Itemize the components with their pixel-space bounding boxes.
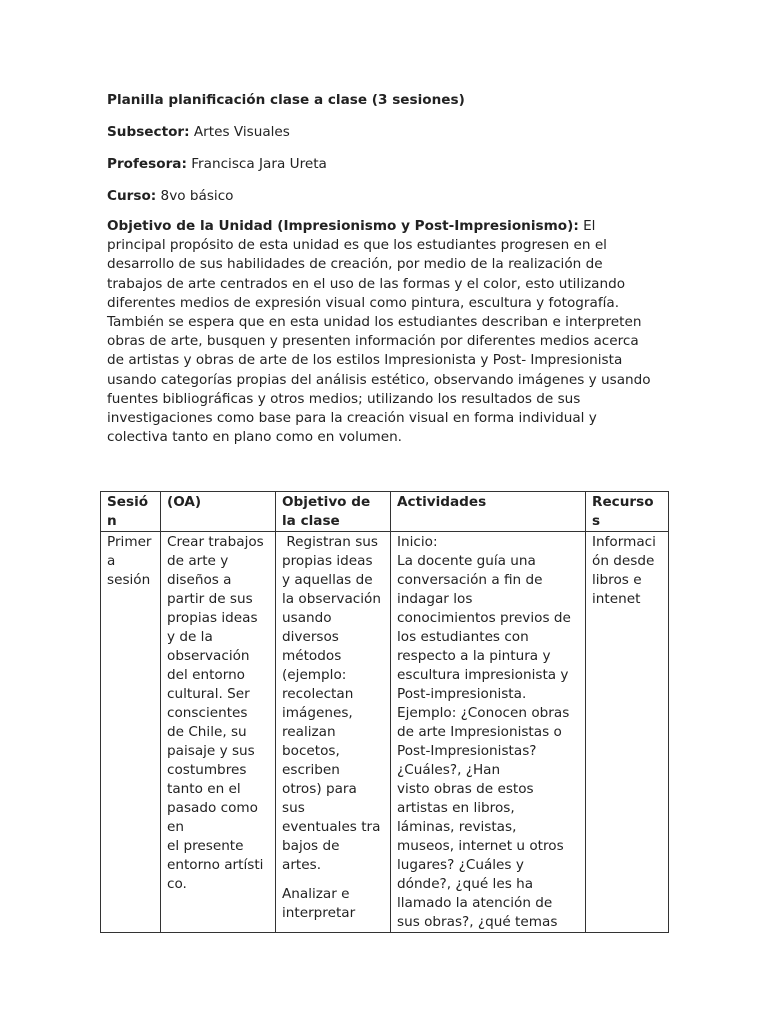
cell-text: interpretar: [282, 905, 356, 921]
cell-text: paisaje y sus: [167, 743, 255, 759]
cell-text: y aquellas de: [282, 572, 373, 588]
table-header-row: [101, 492, 669, 532]
cell-text: recolectan: [282, 686, 354, 702]
header-text: Recurso: [592, 494, 654, 510]
objective-line: También se espera que en esta unidad los estudiantes describan e interpreten: [107, 314, 642, 331]
cell-text: en: [167, 819, 184, 835]
header-objetivo: [276, 492, 391, 532]
header-actividades: [391, 492, 586, 532]
cell-text: conscientes: [167, 705, 248, 721]
cell-objetivo: [276, 532, 391, 933]
cell-text: Post-Impresionistas?: [397, 743, 537, 759]
cell-text: museos, internet u otros: [397, 838, 564, 854]
cell-text: pasado como: [167, 800, 258, 816]
objective-line: diferentes medios de expresión visual como pintura, escultura y fotografía.: [107, 294, 620, 311]
subsector-line: [107, 123, 290, 142]
header-text: Actividades: [397, 494, 487, 510]
header-text: la clase: [282, 513, 340, 529]
cell-text: otros) para: [282, 781, 357, 797]
cell-text: los estudiantes con: [397, 629, 529, 645]
header-recursos: [586, 492, 669, 532]
cell-text: conversación a fin de: [397, 572, 543, 588]
cell-text: entorno artísti: [167, 857, 264, 873]
cell-text: costumbres: [167, 762, 247, 778]
document-title: Planilla planificación clase a clase (3 sesiones): [107, 92, 465, 108]
cell-text: lugares? ¿Cuáles y: [397, 857, 524, 873]
objective-line: usando categorías propias del análisis estético, observando imágenes y usando: [107, 371, 651, 388]
cell-text: propias ideas: [167, 610, 258, 626]
cell-text: partir de sus: [167, 591, 253, 607]
objective-line: obras de arte, busquen y presenten información por diferentes medios acerca: [107, 333, 639, 350]
cell-text: conocimientos previos de: [397, 610, 571, 626]
cell-text: indagar los: [397, 591, 473, 607]
cell-text: y de la: [167, 629, 213, 645]
header-oa: [161, 492, 276, 532]
cell-text: de arte Impresionistas o: [397, 724, 562, 740]
cell-sesion: [101, 532, 161, 933]
cell-text: artistas en libros,: [397, 800, 515, 816]
objective-label: Objetivo de la Unidad (Impresionismo y Post-Impresionismo):: [107, 218, 579, 234]
header-text: s: [592, 513, 601, 529]
cell-text: del entorno: [167, 667, 245, 683]
cell-text: métodos: [282, 648, 342, 664]
cell-text: Registran sus: [282, 534, 378, 550]
header-text: (OA): [167, 494, 202, 510]
curso-label: Curso:: [107, 188, 157, 204]
objective-line: trabajos de arte centrados en el uso de las formas y el color, esto utilizando: [107, 275, 626, 292]
planning-table: [100, 491, 669, 933]
cell-text: dónde?, ¿qué les ha: [397, 876, 534, 892]
cell-text: imágenes,: [282, 705, 353, 721]
objective-line: de artistas y obras de arte de los estilos Impresionista y Post- Impresionista: [107, 352, 623, 369]
table-row: [101, 532, 669, 933]
cell-text: observación: [167, 648, 250, 664]
cell-text: tanto en el: [167, 781, 241, 797]
cell-text: artes.: [282, 857, 322, 873]
cell-text: Post-impresionista.: [397, 686, 527, 702]
cell-text: escultura impresionista y: [397, 667, 569, 683]
cell-text: de Chile, su: [167, 724, 247, 740]
cell-text: bajos de: [282, 838, 340, 854]
cell-text: la observación: [282, 591, 381, 607]
cell-text: Ejemplo: ¿Conocen obras: [397, 705, 570, 721]
cell-text: escriben: [282, 762, 340, 778]
cell-oa: [161, 532, 276, 933]
cell-recursos: [586, 532, 669, 933]
cell-text: visto obras de estos: [397, 781, 534, 797]
cell-text: sus: [282, 800, 305, 816]
cell-text: cultural. Ser: [167, 686, 250, 702]
header-text: Objetivo de: [282, 494, 371, 510]
cell-text: eventuales tra: [282, 819, 381, 835]
cell-text: intenet: [592, 591, 641, 607]
cell-text: diseños a: [167, 572, 232, 588]
curso-value: 8vo básico: [156, 188, 234, 204]
cell-text: ón desde: [592, 553, 655, 569]
cell-text: respecto a la pintura y: [397, 648, 551, 664]
cell-text: de arte y: [167, 553, 229, 569]
cell-text: láminas, revistas,: [397, 819, 517, 835]
header-text: Sesió: [107, 494, 149, 510]
cell-text: (ejemplo:: [282, 667, 347, 683]
profesora-label: Profesora:: [107, 156, 187, 172]
cell-text: llamado la atención de: [397, 895, 553, 911]
cell-text: realizan: [282, 724, 336, 740]
cell-actividades: [391, 532, 586, 933]
cell-text: bocetos,: [282, 743, 340, 759]
profesora-value: Francisca Jara Ureta: [186, 156, 327, 172]
objective-line: principal propósito de esta unidad es que los estudiantes progresen en el: [107, 237, 607, 254]
cell-text: a: [107, 553, 116, 569]
cell-text: sus obras?, ¿qué temas: [397, 914, 558, 930]
cell-text: La docente guía una: [397, 553, 536, 569]
paragraph-gap: [282, 875, 384, 885]
cell-text: co.: [167, 876, 187, 892]
cell-text: Crear trabajos: [167, 534, 264, 550]
cell-text: usando: [282, 610, 332, 626]
curso-line: [107, 187, 234, 206]
profesora-line: [107, 155, 327, 174]
cell-text: Primer: [107, 534, 152, 550]
cell-text: Analizar e: [282, 886, 350, 902]
unit-objective: [107, 217, 672, 447]
objective-first-line: [107, 217, 672, 236]
subsector-value: Artes Visuales: [189, 124, 290, 140]
objective-line: fuentes bibliográficas y otros medios; utilizando los resultados de sus: [107, 390, 581, 407]
cell-text: Inicio:: [397, 534, 438, 550]
cell-text: el presente: [167, 838, 244, 854]
objective-line: investigaciones como base para la creación visual en forma individual y: [107, 410, 597, 427]
header-sesion: [101, 492, 161, 532]
objective-line: colectiva tanto en plano como en volumen.: [107, 429, 403, 446]
objective-first-line-rest: El: [578, 218, 596, 234]
header-text: n: [107, 513, 117, 529]
objective-line: desarrollo de sus habilidades de creación, por medio de la realización de: [107, 256, 603, 273]
cell-text: sesión: [107, 572, 151, 588]
cell-text: Informaci: [592, 534, 656, 550]
cell-text: libros e: [592, 572, 642, 588]
cell-text: ¿Cuáles?, ¿Han: [397, 762, 501, 778]
cell-text: diversos: [282, 629, 339, 645]
cell-text: propias ideas: [282, 553, 373, 569]
subsector-label: Subsector:: [107, 124, 190, 140]
